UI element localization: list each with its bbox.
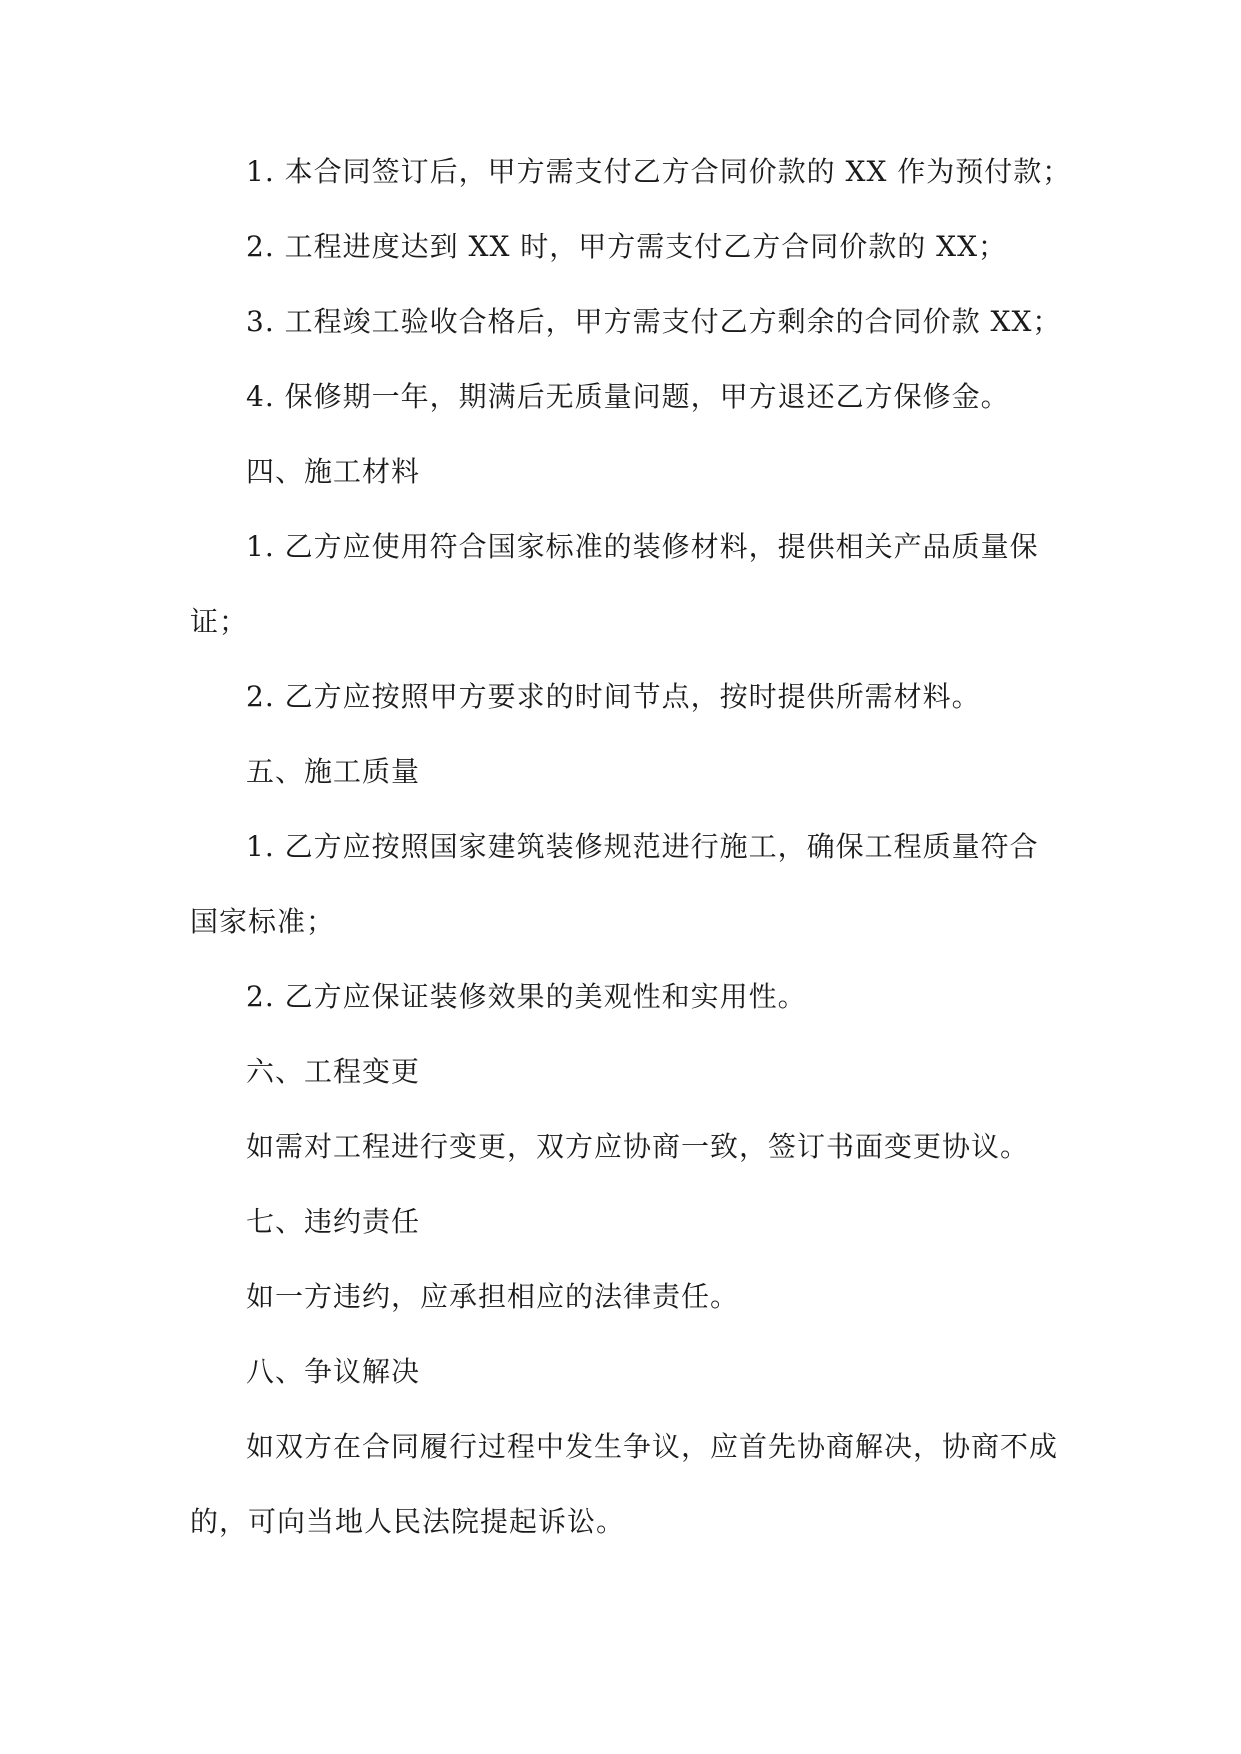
paragraph-line: 2. 乙方应按照甲方要求的时间节点，按时提供所需材料。 [246,680,981,713]
paragraph-line: 证； [190,605,249,638]
paragraph-line: 如双方在合同履行过程中发生争议，应首先协商解决，协商不成 [246,1430,1059,1463]
payment-item-2: 2. 工程进度达到 XX 时，甲方需支付乙方合同价款的 XX； [246,230,1008,263]
payment-item-1: 1. 本合同签订后，甲方需支付乙方合同价款的 XX 作为预付款； [246,155,1072,188]
payment-item-4: 4. 保修期一年，期满后无质量问题，甲方退还乙方保修金。 [246,380,1010,413]
paragraph-line: 如需对工程进行变更，双方应协商一致，签订书面变更协议。 [246,1130,1030,1163]
section-heading: 五、施工质量 [246,755,421,788]
section-heading: 六、工程变更 [246,1055,421,1088]
paragraph-line: 的，可向当地人民法院提起诉讼。 [190,1505,626,1538]
paragraph-line: 1. 乙方应按照国家建筑装修规范进行施工，确保工程质量符合 [246,830,1039,863]
section-heading: 七、违约责任 [246,1205,421,1238]
paragraph-line: 2. 乙方应保证装修效果的美观性和实用性。 [246,980,807,1013]
paragraph-line: 国家标准； [190,905,336,938]
section-heading: 八、争议解决 [246,1355,421,1388]
section-heading: 四、施工材料 [246,455,421,488]
paragraph-line: 如一方违约，应承担相应的法律责任。 [246,1280,740,1313]
payment-item-3: 3. 工程竣工验收合格后，甲方需支付乙方剩余的合同价款 XX； [246,305,1062,338]
paragraph-line: 1. 乙方应使用符合国家标准的装修材料，提供相关产品质量保 [246,530,1039,563]
